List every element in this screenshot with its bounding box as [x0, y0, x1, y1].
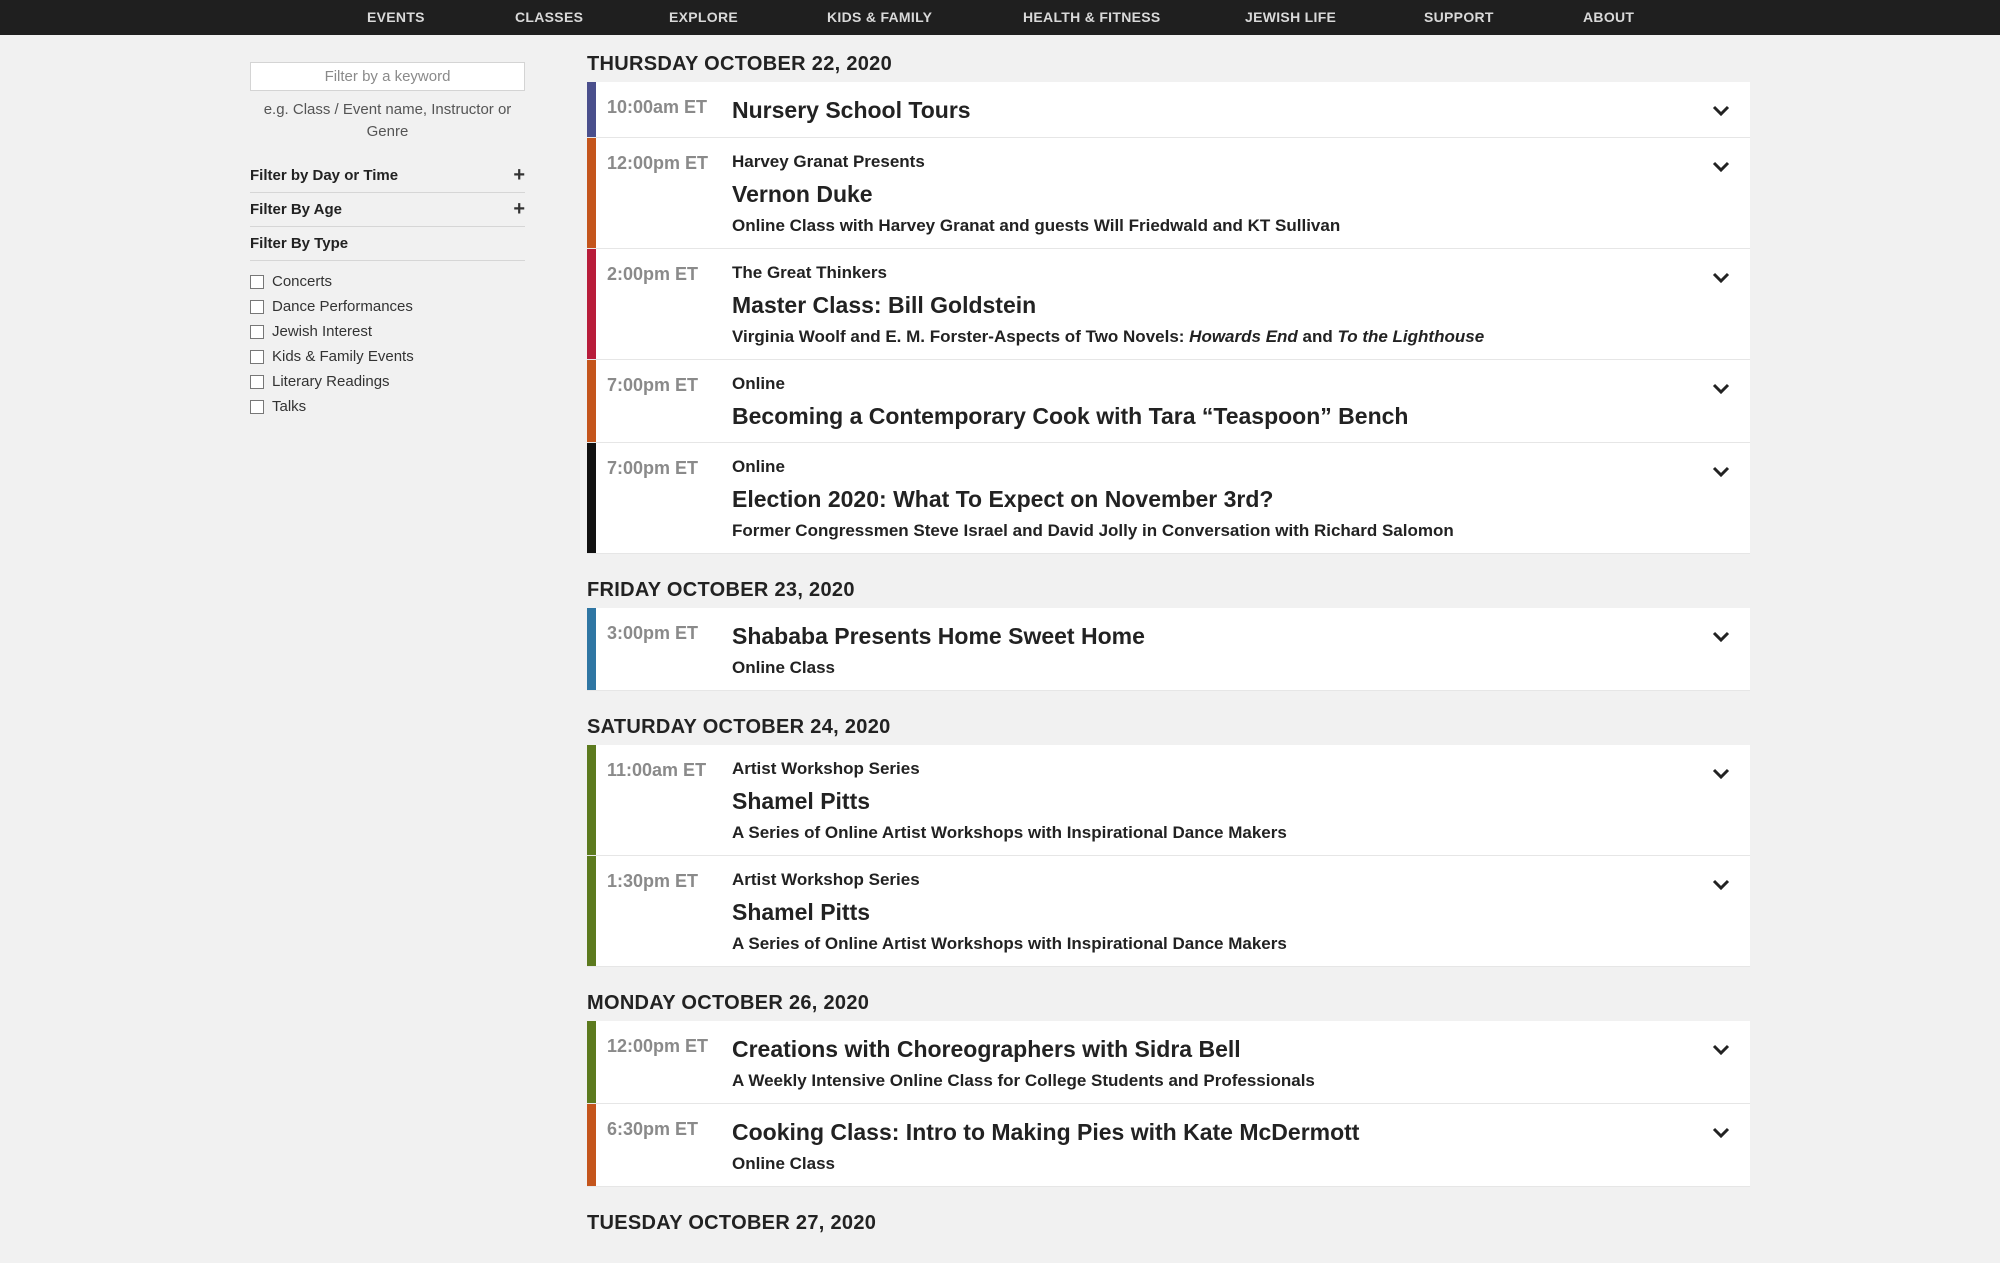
event-series: The Great Thinkers [732, 263, 887, 282]
type-filter-list [250, 269, 525, 419]
event-time: 1:30pm ET [607, 871, 699, 891]
event-body [732, 758, 1690, 844]
nav-explore[interactable]: EXPLORE [669, 9, 739, 25]
day-header: SATURDAY OCTOBER 24, 2020 [587, 716, 891, 738]
type-filter-label: Literary Readings [272, 373, 390, 390]
chevron-down-icon[interactable] [1710, 380, 1732, 396]
nav-classes[interactable]: CLASSES [515, 9, 584, 25]
event-series: Online [732, 457, 785, 476]
checkbox-icon[interactable] [250, 375, 264, 389]
chevron-down-icon[interactable] [1710, 1124, 1732, 1140]
type-filter-talks[interactable] [250, 394, 525, 419]
category-color-bar [587, 1104, 596, 1186]
event-card[interactable] [587, 443, 1750, 554]
category-color-bar [587, 1021, 596, 1103]
event-subtitle-part: Virginia Woolf and E. M. Forster-Aspects of Two Novels: [732, 327, 1190, 346]
category-color-bar [587, 249, 596, 359]
chevron-down-icon[interactable] [1710, 765, 1732, 781]
chevron-down-icon[interactable] [1710, 269, 1732, 285]
event-title[interactable]: Master Class: Bill Goldstein [732, 292, 1037, 318]
type-filter-dance-performances[interactable] [250, 294, 525, 319]
event-subtitle: Former Congressmen Steve Israel and David Jolly in Conversation with Richard Salomon [732, 521, 1454, 540]
event-subtitle: A Series of Online Artist Workshops with Inspirational Dance Makers [732, 934, 1287, 953]
nav-events[interactable]: EVENTS [367, 9, 425, 25]
day-section [587, 989, 1750, 1209]
event-title[interactable]: Becoming a Contemporary Cook with Tara “Teaspoon” Bench [732, 403, 1409, 429]
event-schedule [587, 50, 1750, 1263]
day-header: TUESDAY OCTOBER 27, 2020 [587, 1212, 877, 1234]
nav-health-fitness[interactable]: HEALTH & FITNESS [1023, 9, 1161, 25]
nav-kids-family[interactable]: KIDS & FAMILY [827, 9, 933, 25]
event-time: 10:00am ET [607, 97, 708, 117]
event-card[interactable] [587, 138, 1750, 249]
event-body [732, 869, 1690, 955]
event-time: 3:00pm ET [607, 623, 699, 643]
type-filter-literary-readings[interactable] [250, 369, 525, 394]
type-filter-label: Kids & Family Events [272, 348, 414, 365]
chevron-down-icon[interactable] [1710, 463, 1732, 479]
event-time: 11:00am ET [607, 760, 707, 780]
event-subtitle: A Weekly Intensive Online Class for College Students and Professionals [732, 1071, 1315, 1090]
filter-type-heading [250, 227, 525, 261]
event-body [732, 262, 1690, 348]
type-filter-label: Concerts [272, 273, 333, 290]
event-card[interactable] [587, 82, 1750, 138]
event-card[interactable] [587, 1104, 1750, 1187]
day-header: FRIDAY OCTOBER 23, 2020 [587, 579, 855, 601]
checkbox-icon[interactable] [250, 350, 264, 364]
plus-icon: + [513, 198, 525, 220]
filter-age-label: Filter By Age [250, 201, 342, 218]
event-time: 7:00pm ET [607, 458, 699, 478]
event-body [732, 1034, 1690, 1092]
nav-jewish-life[interactable]: JEWISH LIFE [1245, 9, 1337, 25]
event-body [732, 151, 1690, 237]
event-series: Artist Workshop Series [732, 870, 920, 889]
filter-day-time-label: Filter by Day or Time [250, 167, 399, 184]
event-title[interactable]: Nursery School Tours [732, 97, 971, 123]
day-section [587, 50, 1750, 576]
category-color-bar [587, 745, 596, 855]
event-title[interactable]: Shamel Pitts [732, 899, 871, 925]
event-title[interactable]: Election 2020: What To Expect on November 3rd? [732, 486, 1274, 512]
event-card[interactable] [587, 360, 1750, 443]
category-color-bar [587, 82, 596, 137]
event-body [732, 373, 1690, 437]
event-title[interactable]: Vernon Duke [732, 181, 873, 207]
event-time: 12:00pm ET [607, 1036, 709, 1056]
checkbox-icon[interactable] [250, 325, 264, 339]
event-series: Artist Workshop Series [732, 759, 920, 778]
chevron-down-icon[interactable] [1710, 158, 1732, 174]
event-title[interactable]: Creations with Choreographers with Sidra Bell [732, 1036, 1241, 1062]
event-subtitle-part: To the Lighthouse [1337, 327, 1485, 346]
event-time: 6:30pm ET [607, 1119, 699, 1139]
nav-about[interactable]: ABOUT [1583, 9, 1635, 25]
event-time: 2:00pm ET [607, 264, 699, 284]
event-card[interactable] [587, 745, 1750, 856]
event-title[interactable]: Cooking Class: Intro to Making Pies with Kate McDermott [732, 1119, 1360, 1145]
chevron-down-icon[interactable] [1710, 1041, 1732, 1057]
filter-age-toggle[interactable] [250, 193, 525, 227]
filter-type-label: Filter By Type [250, 235, 349, 252]
event-card[interactable] [587, 856, 1750, 967]
type-filter-label: Talks [272, 398, 307, 415]
event-subtitle-part: and [1297, 327, 1338, 346]
event-body [732, 95, 1690, 131]
event-subtitle: A Series of Online Artist Workshops with Inspirational Dance Makers [732, 823, 1287, 842]
filter-day-time-toggle[interactable] [250, 159, 525, 193]
day-header: THURSDAY OCTOBER 22, 2020 [587, 53, 893, 75]
category-color-bar [587, 360, 596, 442]
chevron-down-icon[interactable] [1710, 102, 1732, 118]
event-title[interactable]: Shamel Pitts [732, 788, 871, 814]
event-subtitle: Online Class [732, 1154, 835, 1173]
event-body [732, 1117, 1690, 1175]
type-filter-jewish-interest[interactable] [250, 319, 525, 344]
day-section [587, 576, 1750, 713]
event-body [732, 456, 1690, 542]
keyword-search-input[interactable] [250, 62, 525, 91]
event-time: 12:00pm ET [607, 153, 709, 173]
chevron-down-icon[interactable] [1710, 628, 1732, 644]
checkbox-icon[interactable] [250, 275, 264, 289]
event-time: 7:00pm ET [607, 375, 699, 395]
event-card[interactable] [587, 249, 1750, 360]
chevron-down-icon[interactable] [1710, 876, 1732, 892]
filter-sidebar [250, 62, 525, 419]
category-color-bar [587, 608, 596, 690]
checkbox-icon[interactable] [250, 400, 264, 414]
event-subtitle [732, 326, 1690, 348]
type-filter-concerts[interactable] [250, 269, 525, 294]
event-subtitle-part: Howards End [1189, 327, 1298, 346]
plus-icon: + [513, 164, 525, 186]
keyword-hint: e.g. Class / Event name, Instructor or Genre [263, 101, 512, 140]
event-subtitle: Online Class [732, 658, 835, 677]
category-color-bar [587, 443, 596, 553]
event-subtitle: Online Class with Harvey Granat and guests Will Friedwald and KT Sullivan [732, 216, 1341, 235]
event-card[interactable] [587, 1021, 1750, 1104]
event-card[interactable] [587, 608, 1750, 691]
event-body [732, 621, 1690, 679]
category-color-bar [587, 856, 596, 966]
day-section [587, 713, 1750, 989]
type-filter-label: Dance Performances [272, 298, 413, 315]
top-navigation [0, 0, 2000, 35]
day-section [587, 1209, 1750, 1263]
day-header: MONDAY OCTOBER 26, 2020 [587, 992, 870, 1014]
event-title[interactable]: Shababa Presents Home Sweet Home [732, 623, 1145, 649]
checkbox-icon[interactable] [250, 300, 264, 314]
event-series: Online [732, 374, 785, 393]
type-filter-kids-family-events[interactable] [250, 344, 525, 369]
nav-support[interactable]: SUPPORT [1424, 9, 1494, 25]
type-filter-label: Jewish Interest [272, 323, 373, 340]
category-color-bar [587, 138, 596, 248]
event-series: Harvey Granat Presents [732, 152, 925, 171]
